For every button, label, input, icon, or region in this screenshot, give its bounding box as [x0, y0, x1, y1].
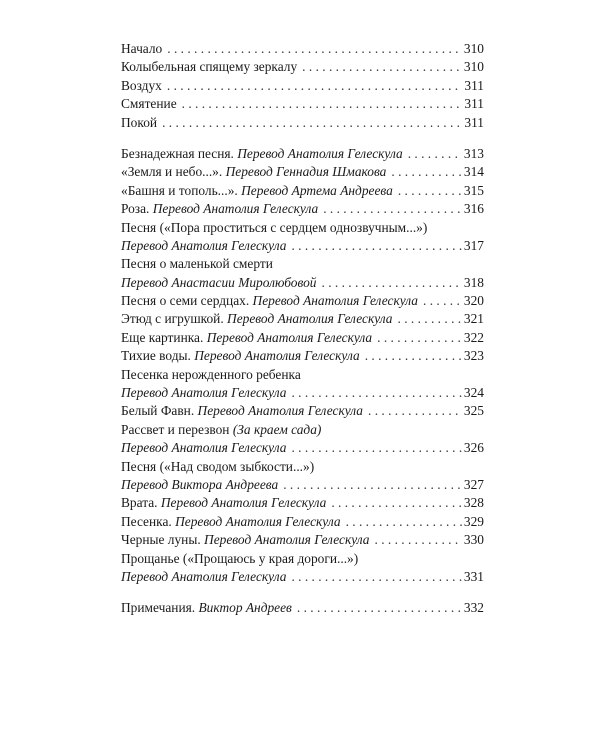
entry-translator: Перевод Анатолия Гелескула	[152, 201, 319, 217]
toc-entry-line	[121, 421, 484, 439]
page-number: 327	[463, 476, 484, 492]
entry-translator: Перевод Анатолия Гелескула	[227, 311, 393, 327]
page-number: 311	[464, 77, 484, 93]
toc-group	[121, 40, 484, 132]
dot-leader	[391, 163, 462, 181]
dot-leader	[365, 347, 462, 365]
dot-leader	[346, 513, 462, 531]
dot-leader	[331, 494, 462, 512]
entry-translator: Перевод Анатолия Гелескула	[121, 568, 287, 584]
toc-group	[121, 145, 484, 586]
dot-leader	[323, 200, 462, 218]
entry-text	[121, 200, 318, 218]
page-number: 316	[463, 201, 484, 217]
entry-translator: Перевод Артема Андреева	[241, 182, 393, 198]
entry-text	[121, 421, 321, 439]
dot-leader	[167, 77, 463, 95]
toc-entry-line	[121, 163, 484, 181]
entry-text	[121, 439, 286, 457]
entry-title: Еще картинка.	[121, 329, 204, 345]
dot-leader	[375, 531, 462, 549]
entry-text	[121, 513, 341, 531]
entry-title: Покой	[121, 114, 158, 130]
page-number: 331	[463, 568, 484, 584]
entry-title: Начало	[121, 41, 163, 56]
toc-entry-line	[121, 366, 484, 384]
toc-entry-line	[121, 550, 484, 568]
entry-text	[121, 77, 162, 95]
entry-text	[121, 310, 393, 328]
entry-title: Песенка нерожденного ребенка	[121, 366, 301, 382]
entry-translator: Виктор Андреев	[198, 600, 292, 616]
entry-translator: Перевод Анатолия Гелескула	[121, 440, 287, 456]
entry-text	[121, 163, 386, 181]
entry-text	[121, 274, 317, 292]
toc-entry-line	[121, 494, 484, 512]
toc-entry-line	[121, 114, 484, 132]
page-number: 315	[463, 182, 484, 198]
page-number: 320	[463, 293, 484, 309]
toc-entry-line	[121, 292, 484, 310]
toc-entry-line	[121, 145, 484, 163]
entry-text	[121, 366, 301, 384]
entry-text	[121, 531, 370, 549]
entry-translator: Перевод Анатолия Гелескула	[194, 348, 360, 364]
entry-title: Безнадежная песня.	[121, 145, 234, 161]
entry-translator: Перевод Анастасии Миролюбовой	[121, 274, 317, 290]
dot-leader	[167, 40, 462, 58]
entry-title: Прощанье («Прощаюсь у края дороги...»)	[121, 550, 359, 566]
entry-text	[121, 599, 292, 617]
entry-title: Песня («Над сводом зыбкости...»)	[121, 458, 315, 474]
entry-translator: Перевод Анатолия Гелескула	[121, 385, 287, 401]
entry-title: Песня («Пора проститься с сердцем однозвучным...»)	[121, 219, 428, 235]
dot-leader	[423, 292, 462, 310]
entry-text	[121, 58, 297, 76]
entry-text	[121, 568, 286, 586]
toc-entry-line	[121, 599, 484, 617]
toc-entry-line	[121, 77, 484, 95]
dot-leader	[398, 182, 462, 200]
entry-translator: Перевод Анатолия Гелескула	[252, 293, 418, 309]
page-number: 310	[463, 59, 484, 75]
dot-leader	[322, 274, 462, 292]
entry-title: Примечания.	[121, 600, 196, 616]
entry-title: Песенка.	[121, 513, 172, 529]
page-number: 311	[464, 96, 484, 112]
dot-leader	[291, 439, 461, 457]
entry-title: Смятение	[121, 96, 177, 112]
entry-text	[121, 255, 273, 273]
entry-text	[121, 237, 286, 255]
page-number: 310	[463, 41, 484, 56]
dot-leader	[283, 476, 462, 494]
toc-entry-line	[121, 476, 484, 494]
page-number: 329	[463, 513, 484, 529]
entry-text	[121, 292, 418, 310]
entry-text	[121, 347, 360, 365]
entry-translator: (За краем сада)	[232, 421, 322, 437]
toc-entry-line	[121, 439, 484, 457]
toc-entry-line	[121, 182, 484, 200]
page-number: 314	[463, 164, 484, 180]
dot-leader	[291, 568, 461, 586]
page-number: 332	[463, 600, 484, 616]
toc-entry-line	[121, 219, 484, 237]
entry-text	[121, 476, 278, 494]
entry-title: Воздух	[121, 77, 162, 93]
page-number: 317	[463, 237, 484, 253]
entry-text	[121, 329, 372, 347]
entry-title: Рассвет и перезвон	[121, 421, 230, 437]
entry-title: «Башня и тополь...».	[121, 182, 238, 198]
dot-leader	[162, 114, 462, 132]
entry-translator: Перевод Виктора Андреева	[121, 476, 279, 492]
dot-leader	[302, 58, 462, 76]
page-number: 328	[463, 495, 484, 511]
dot-leader	[408, 145, 462, 163]
dot-leader	[291, 237, 461, 255]
entry-text	[121, 219, 427, 237]
page-number: 330	[463, 532, 484, 548]
entry-text	[121, 145, 403, 163]
toc-entry-line	[121, 384, 484, 402]
entry-title: Черные луны.	[121, 532, 201, 548]
dot-leader	[377, 329, 462, 347]
page-number: 313	[463, 145, 484, 161]
entry-title: Колыбельная спящему зеркалу	[121, 59, 298, 75]
page-number: 322	[463, 329, 484, 345]
table-of-contents	[121, 40, 484, 618]
toc-entry-line	[121, 347, 484, 365]
page-number: 324	[463, 385, 484, 401]
toc-entry-line	[121, 58, 484, 76]
entry-translator: Перевод Анатолия Гелескула	[175, 513, 341, 529]
entry-text	[121, 95, 177, 113]
page-number: 323	[463, 348, 484, 364]
page-number: 321	[463, 311, 484, 327]
entry-translator: Перевод Анатолия Гелескула	[237, 145, 403, 161]
page-number: 318	[463, 274, 484, 290]
entry-title: Белый Фавн.	[121, 403, 195, 419]
toc-entry-line	[121, 40, 484, 58]
entry-translator: Перевод Анатолия Гелескула	[206, 329, 373, 345]
entry-translator: Перевод Анатолия Гелескула	[204, 532, 370, 548]
toc-entry-line	[121, 531, 484, 549]
dot-leader	[297, 599, 462, 617]
page-number: 326	[463, 440, 484, 456]
entry-translator: Перевод Анатолия Гелескула	[197, 403, 363, 419]
entry-translator: Перевод Анатолия Гелескула	[160, 495, 327, 511]
entry-title: Тихие воды.	[121, 348, 191, 364]
toc-entry-line	[121, 310, 484, 328]
toc-entry-line	[121, 402, 484, 420]
entry-text	[121, 494, 326, 512]
entry-translator: Перевод Геннадия Шмакова	[225, 164, 387, 180]
entry-title: Этюд с игрушкой.	[121, 311, 224, 327]
dot-leader	[398, 310, 462, 328]
entry-title: «Земля и небо...».	[121, 164, 223, 180]
toc-group	[121, 599, 484, 617]
toc-entry-line	[121, 274, 484, 292]
entry-text	[121, 182, 393, 200]
entry-title: Песня о маленькой смерти	[121, 256, 273, 272]
toc-entry-line	[121, 329, 484, 347]
entry-text	[121, 114, 157, 132]
entry-text	[121, 40, 162, 58]
toc-entry-line	[121, 200, 484, 218]
dot-leader	[291, 384, 461, 402]
toc-entry-line	[121, 255, 484, 273]
entry-text	[121, 384, 286, 402]
toc-entry-line	[121, 458, 484, 476]
entry-text	[121, 550, 358, 568]
entry-title: Песня о семи сердцах.	[121, 293, 250, 309]
entry-title: Роза.	[121, 201, 150, 217]
entry-text	[121, 458, 314, 476]
entry-translator: Перевод Анатолия Гелескула	[121, 237, 287, 253]
toc-entry-line	[121, 513, 484, 531]
toc-entry-line	[121, 568, 484, 586]
page-number: 325	[463, 403, 484, 419]
dot-leader	[368, 402, 462, 420]
toc-entry-line	[121, 95, 484, 113]
toc-entry-line	[121, 237, 484, 255]
entry-title: Врата.	[121, 495, 158, 511]
page-number: 311	[464, 114, 484, 130]
entry-text	[121, 402, 363, 420]
dot-leader	[182, 95, 463, 113]
